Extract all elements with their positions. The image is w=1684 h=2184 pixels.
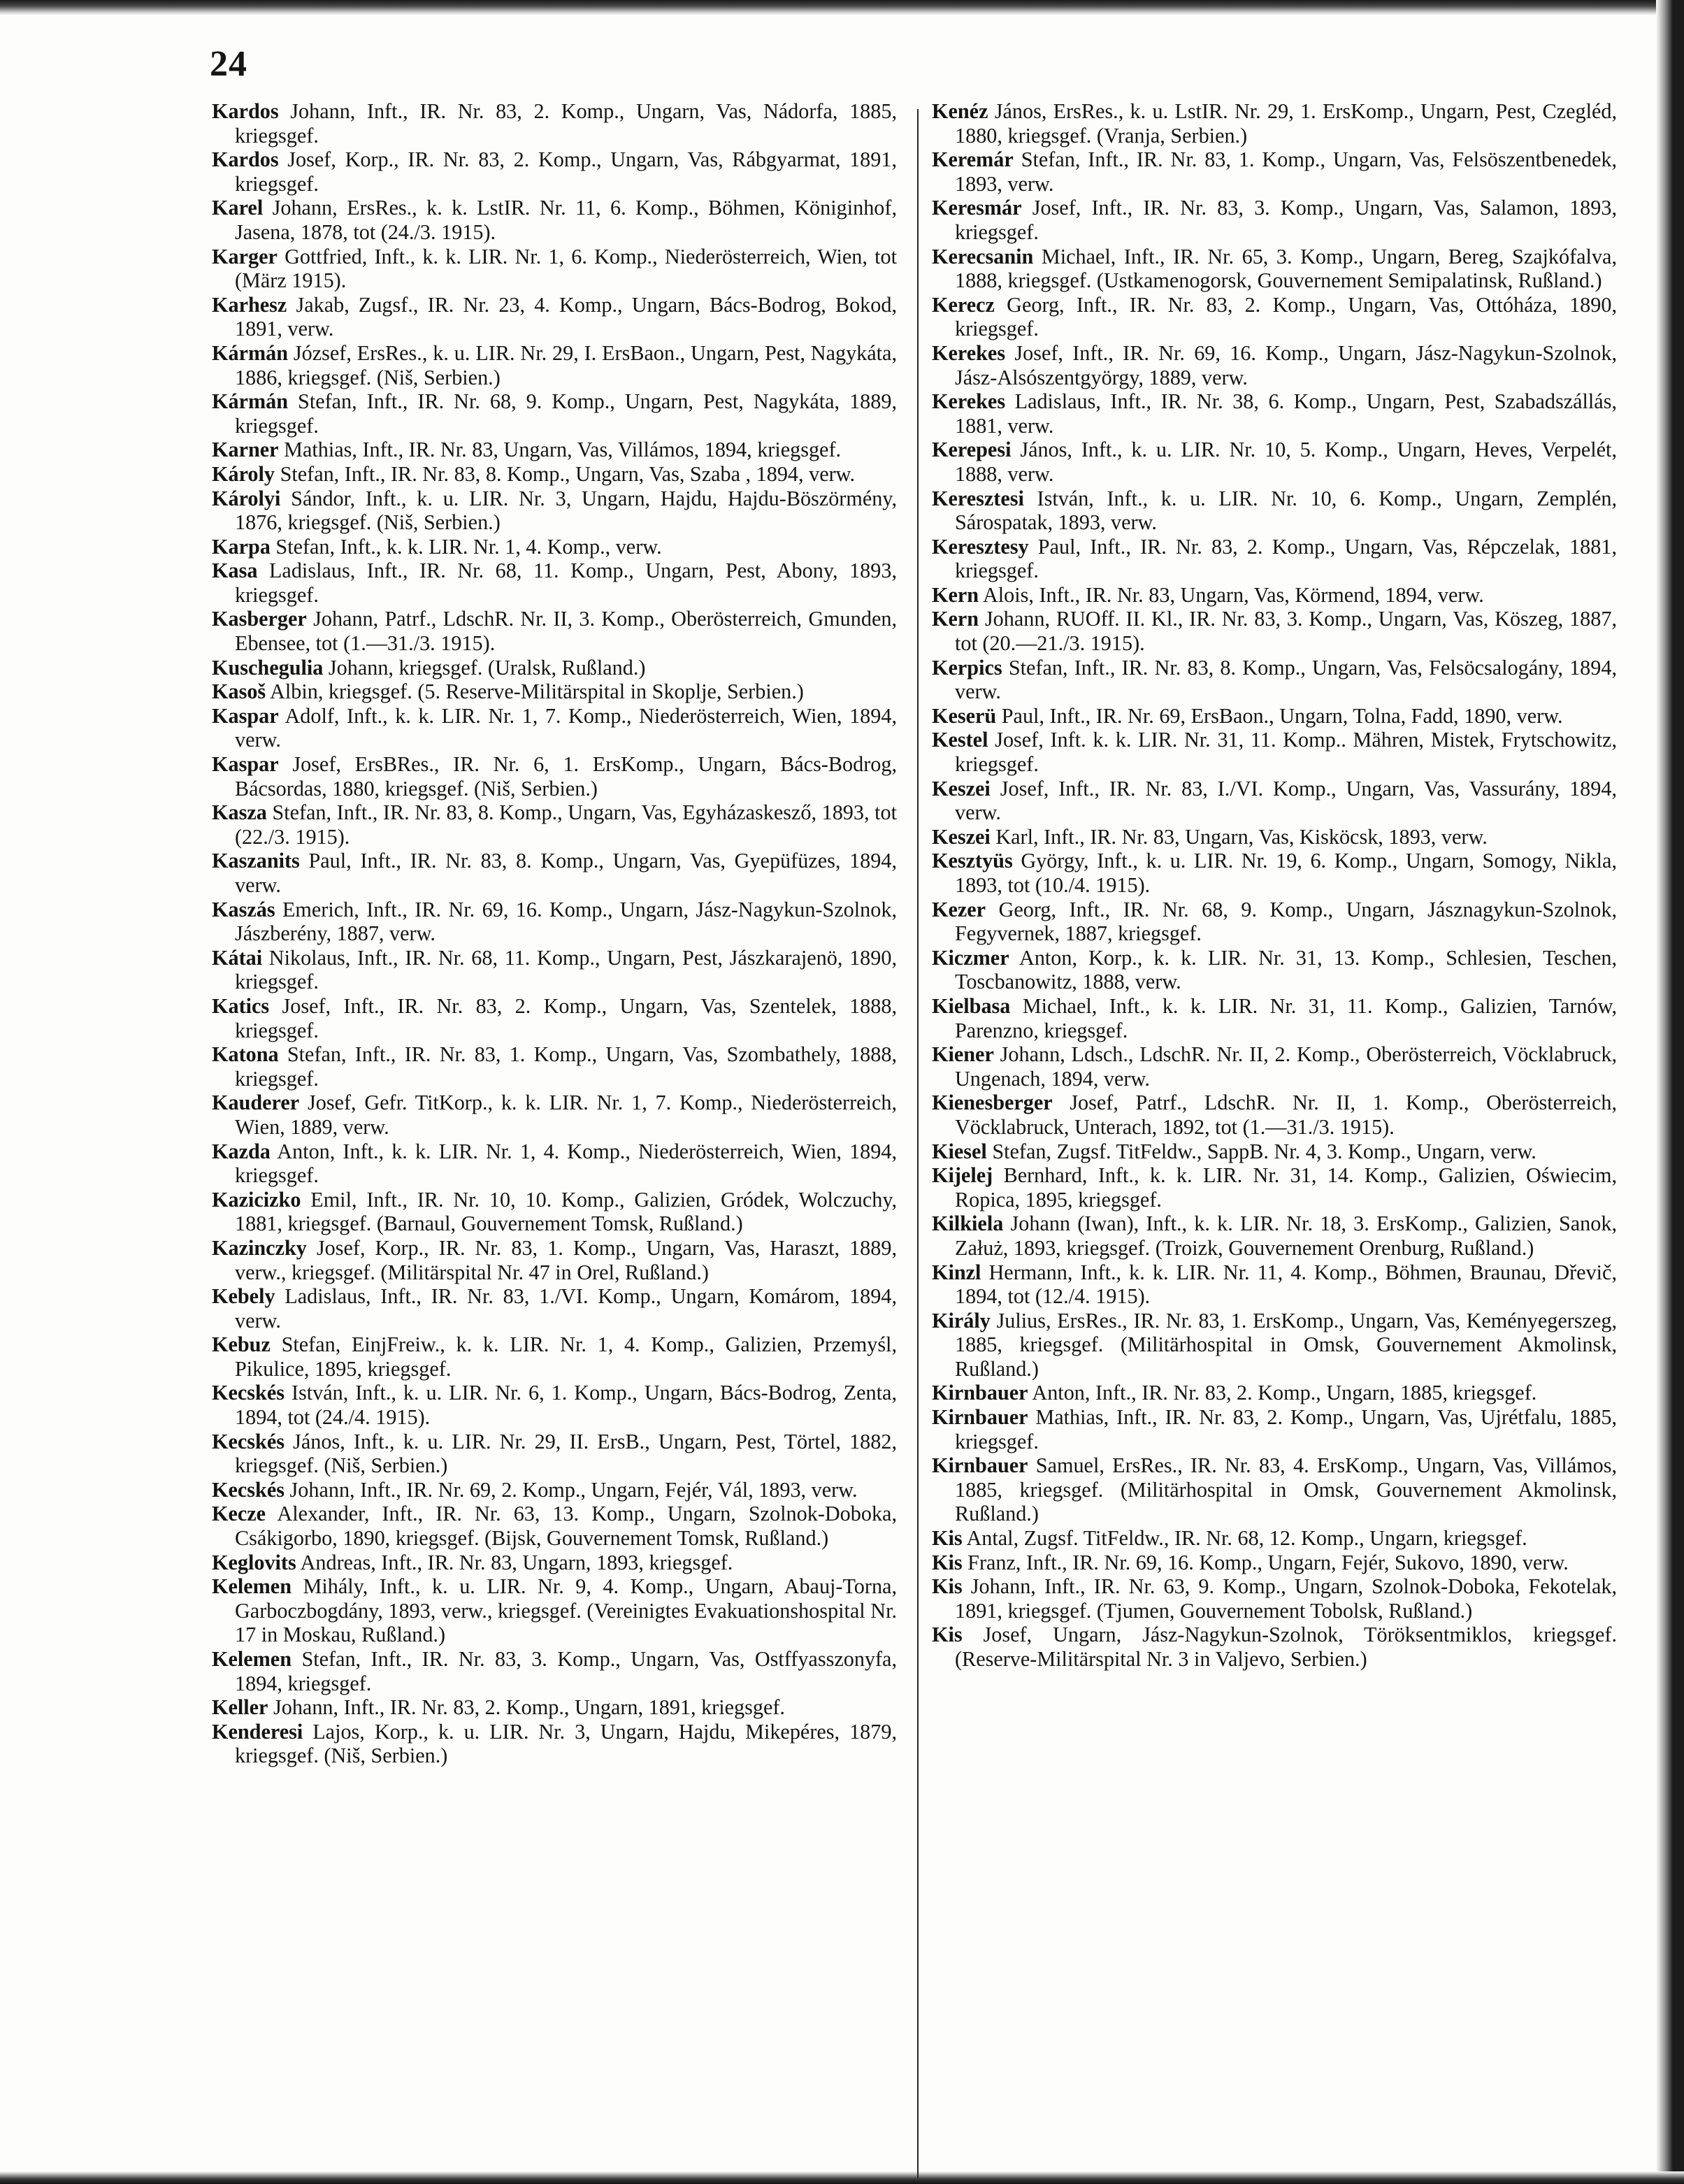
list-entry — [932, 849, 1617, 897]
entry-surname: Kauderer — [212, 1091, 300, 1115]
entry-details: Josef, Patrf., LdschR. Nr. II, 1. Komp., Oberösterreich, Vöcklabruck, Unterach, 1892, tot (1.—31./3. 1915). — [955, 1091, 1617, 1139]
entry-surname: Kiczmer — [932, 945, 1009, 970]
entry-details: Alexander, Inft., IR. Nr. 63, 13. Komp., Ungarn, Szolnok-Doboka, Csákigorbo, 1890, kriegsgef. (Bijsk, Gouvernement Tomsk, Rußland.) — [235, 1502, 897, 1551]
entry-details: Johann, Patrf., LdschR. Nr. II, 3. Komp., Oberösterreich, Gmunden, Ebensee, tot (1.—31./3. 1915). — [235, 607, 897, 656]
entry-surname: Keszei — [932, 776, 991, 800]
entry-details: József, ErsRes., k. u. LIR. Nr. 29, I. ErsBaon., Ungarn, Pest, Nagykáta, 1886, kriegsgef. (Niš, Serbien.) — [235, 340, 897, 389]
entry-surname: Király — [932, 1308, 991, 1332]
entry-details: Emerich, Inft., IR. Nr. 69, 16. Komp., Ungarn, Jász-Nagykun-Szolnok, Jászberény, 1887, verw. — [235, 897, 897, 946]
entry-details: György, Inft., k. u. LIR. Nr. 19, 6. Komp., Ungarn, Somogy, Nikla, 1893, tot (10./4. 1915). — [955, 849, 1617, 897]
entry-surname: Kijelej — [932, 1163, 993, 1188]
column-divider — [917, 109, 919, 2178]
list-entry — [212, 389, 897, 438]
list-entry — [212, 1502, 897, 1550]
list-entry — [932, 1381, 1617, 1405]
entry-surname: Karel — [212, 196, 264, 220]
entry-details: Stefan, Inft., IR. Nr. 68, 9. Komp., Ungarn, Pest, Nagykáta, 1889, kriegsgef. — [235, 389, 897, 438]
list-entry — [212, 1430, 897, 1478]
entry-surname: Kirnbauer — [932, 1381, 1028, 1405]
entry-details: Jakab, Zugsf., IR. Nr. 23, 4. Komp., Ungarn, Bács-Bodrog, Bokod, 1891, verw. — [235, 292, 897, 341]
list-entry — [212, 1478, 897, 1502]
list-entry — [932, 535, 1617, 583]
entry-surname: Keresztesi — [932, 486, 1024, 510]
entry-surname: Karhesz — [212, 292, 287, 317]
list-entry — [212, 1332, 897, 1381]
list-entry — [212, 293, 897, 341]
list-entry — [212, 99, 897, 148]
entry-details: Ladislaus, Inft., IR. Nr. 38, 6. Komp., Ungarn, Pest, Szabadszállás, 1881, verw. — [955, 389, 1617, 438]
list-entry — [212, 849, 897, 897]
entry-surname: Kirnbauer — [932, 1405, 1028, 1430]
list-entry — [212, 487, 897, 535]
list-entry — [212, 245, 897, 293]
entry-surname: Katona — [212, 1042, 279, 1067]
entry-details: Anton, Korp., k. k. LIR. Nr. 31, 13. Komp., Schlesien, Teschen, Toscbanowitz, 1888, verw. — [955, 945, 1617, 994]
entry-surname: Kazinczky — [212, 1235, 307, 1260]
entry-surname: Kiener — [932, 1042, 994, 1067]
entry-details: Georg, Inft., IR. Nr. 68, 9. Komp., Ungarn, Jásznagykun-Szolnok, Fegyvernek, 1887, kriegsgef. — [955, 897, 1617, 946]
entry-surname: Kebely — [212, 1284, 275, 1309]
entry-surname: Kardos — [212, 148, 279, 172]
list-entry — [212, 1551, 897, 1575]
entry-details: Karl, Inft., IR. Nr. 83, Ungarn, Vas, Kisköcsk, 1893, verw. — [990, 824, 1488, 849]
entry-surname: Katics — [212, 993, 270, 1018]
entry-details: Julius, ErsRes., IR. Nr. 83, 1. ErsKomp., Ungarn, Vas, Keményegerszeg, 1885, kriegsgef. (Militärhospital in Omsk, Gouvernement Akmolinsk, Rußland.) — [955, 1308, 1617, 1381]
entry-details: János, Inft., k. u. LIR. Nr. 10, 5. Komp., Ungarn, Heves, Verpelét, 1888, verw. — [955, 438, 1617, 486]
list-entry — [932, 1091, 1617, 1139]
entry-details: Nikolaus, Inft., IR. Nr. 68, 11. Komp., Ungarn, Pest, Jászkarajenö, 1890, kriegsgef. — [235, 945, 897, 994]
entry-surname: Kelemen — [212, 1647, 292, 1671]
list-entry — [212, 752, 897, 800]
list-entry — [212, 1236, 897, 1284]
list-entry — [932, 607, 1617, 655]
entry-surname: Kuschegulia — [212, 655, 324, 680]
list-entry — [932, 293, 1617, 341]
list-entry — [932, 341, 1617, 389]
list-entry — [212, 1381, 897, 1429]
entry-surname: Keglovits — [212, 1550, 296, 1574]
entry-surname: Károly — [212, 461, 275, 486]
entry-surname: Kis — [932, 1623, 963, 1647]
list-entry — [212, 656, 897, 680]
entry-surname: Kis — [932, 1526, 963, 1551]
list-entry — [932, 1574, 1617, 1623]
entry-surname: Kis — [932, 1574, 963, 1599]
list-entry — [932, 728, 1617, 776]
entry-surname: Kecze — [212, 1502, 266, 1526]
entry-details: Johann, ErsRes., k. k. LstIR. Nr. 11, 6. Komp., Böhmen, Königinhof, Jasena, 1878, tot (24./3. 1915). — [235, 196, 897, 244]
list-entry — [932, 994, 1617, 1042]
entry-surname: Kerecsanin — [932, 244, 1034, 268]
entry-details: Josef, Gefr. TitKorp., k. k. LIR. Nr. 1, 7. Komp., Niederösterreich, Wien, 1889, verw. — [235, 1091, 897, 1139]
entry-details: Stefan, Inft., IR. Nr. 83, 8. Komp., Ungarn, Vas, Szaba , 1894, verw. — [275, 461, 856, 486]
list-entry — [212, 1140, 897, 1188]
entry-details: Mathias, Inft., IR. Nr. 83, Ungarn, Vas, Villámos, 1894, kriegsgef. — [278, 438, 842, 462]
list-entry — [212, 462, 897, 487]
entry-details: Paul, Inft., IR. Nr. 69, ErsBaon., Ungarn, Tolna, Fadd, 1890, verw. — [996, 703, 1563, 728]
entry-details: Josef, Inft., IR. Nr. 83, I./VI. Komp., Ungarn, Vas, Vassurány, 1894, verw. — [955, 776, 1617, 825]
entry-surname: Karpa — [212, 534, 271, 559]
entry-details: Bernhard, Inft., k. k. LIR. Nr. 31, 14. Komp., Galizien, Oświecim, Ropica, 1895, kriegsgef. — [955, 1163, 1617, 1212]
list-entry — [932, 583, 1617, 608]
entry-surname: Kiesel — [932, 1139, 987, 1163]
entry-surname: Kasza — [212, 800, 267, 825]
list-entry — [212, 607, 897, 655]
entry-surname: Kelemen — [212, 1574, 292, 1599]
entry-surname: Kátai — [212, 945, 263, 970]
list-entry — [212, 1574, 897, 1647]
list-entry — [212, 341, 897, 389]
list-entry — [932, 196, 1617, 244]
entry-details: Antal, Zugsf. TitFeldw., IR. Nr. 68, 12. Komp., Ungarn, kriegsgef. — [962, 1526, 1527, 1551]
entry-surname: Kaspar — [212, 703, 279, 728]
entry-surname: Kármán — [212, 389, 289, 414]
list-entry — [932, 1405, 1617, 1453]
entry-details: Stefan, Inft., k. k. LIR. Nr. 1, 4. Komp., verw. — [270, 534, 662, 559]
list-entry — [212, 1091, 897, 1139]
entry-details: Mihály, Inft., k. u. LIR. Nr. 9, 4. Komp., Ungarn, Abauj-Torna, Garboczbogdány, 1893, verw., kriegsgef. (Vereinigtes Evakuationshospital Nr. 17 in Moskau, Rußland.) — [235, 1574, 897, 1647]
entry-details: Josef, Inft. k. k. LIR. Nr. 31, 11. Komp.. Mähren, Mistek, Frytschowitz, kriegsgef. — [955, 728, 1617, 777]
entry-details: Albin, kriegsgef. (5. Reserve-Militärspital in Skoplje, Serbien.) — [266, 680, 804, 704]
entry-details: István, Inft., k. u. LIR. Nr. 6, 1. Komp., Ungarn, Bács-Bodrog, Zenta, 1894, tot (24./4. 1915). — [235, 1381, 897, 1430]
entry-details: Josef, Inft., IR. Nr. 69, 16. Komp., Ungarn, Jász-Nagykun-Szolnok, Jász-Alsószentgyörgy, 1889, verw. — [955, 340, 1617, 389]
entry-surname: Kesztyüs — [932, 849, 1013, 873]
list-entry — [212, 946, 897, 994]
entry-surname: Kilkiela — [932, 1212, 1004, 1236]
entry-surname: Kirnbauer — [932, 1453, 1028, 1478]
entry-details: Sándor, Inft., k. u. LIR. Nr. 3, Ungarn, Hajdu, Hajdu-Böszörmény, 1876, kriegsgef. (Niš, Serbien.) — [235, 486, 897, 535]
entry-details: Anton, Inft., k. k. LIR. Nr. 1, 4. Komp., Niederösterreich, Wien, 1894, kriegsgef. — [235, 1139, 897, 1188]
entry-surname: Kazicizko — [212, 1187, 301, 1212]
entry-details: István, Inft., k. u. LIR. Nr. 10, 6. Komp., Ungarn, Zemplén, Sárospatak, 1893, verw. — [955, 486, 1617, 535]
list-entry — [932, 1212, 1617, 1260]
list-entry — [932, 245, 1617, 293]
scan-edge-top — [0, 0, 1684, 15]
entry-details: Hermann, Inft., k. k. LIR. Nr. 11, 4. Komp., Böhmen, Braunau, Dřevič, 1894, tot (12./4. 1915). — [955, 1260, 1617, 1309]
entry-details: Stefan, Zugsf. TitFeldw., SappB. Nr. 4, 3. Komp., Ungarn, verw. — [986, 1139, 1537, 1163]
list-entry — [932, 1623, 1617, 1671]
entry-surname: Kecskés — [212, 1429, 285, 1453]
entry-surname: Karner — [212, 438, 279, 462]
entry-details: Franz, Inft., IR. Nr. 69, 16. Komp., Ungarn, Fejér, Sukovo, 1890, verw. — [962, 1550, 1569, 1574]
entry-details: Stefan, Inft., IR. Nr. 83, 1. Komp., Ungarn, Vas, Felsöszentbenedek, 1893, verw. — [955, 148, 1617, 196]
list-entry — [932, 898, 1617, 946]
list-entry — [212, 535, 897, 559]
list-entry — [932, 1260, 1617, 1309]
entry-details: Michael, Inft., k. k. LIR. Nr. 31, 11. Komp., Galizien, Tarnów, Parenzno, kriegsgef. — [955, 993, 1617, 1042]
list-entry — [212, 1188, 897, 1236]
entry-details: Mathias, Inft., IR. Nr. 83, 2. Komp., Ungarn, Vas, Ujrétfalu, 1885, kriegsgef. — [955, 1405, 1617, 1453]
entry-details: Georg, Inft., IR. Nr. 83, 2. Komp., Ungarn, Vas, Ottóháza, 1890, kriegsgef. — [955, 292, 1617, 341]
list-entry — [932, 438, 1617, 486]
entry-surname: Keller — [212, 1695, 268, 1720]
entry-details: Josef, Inft., IR. Nr. 83, 2. Komp., Ungarn, Vas, Szentelek, 1888, kriegsgef. — [235, 993, 897, 1042]
entry-details: Johann, Inft., IR. Nr. 63, 9. Komp., Ungarn, Szolnok-Doboka, Fekotelak, 1891, kriegsgef. (Tjumen, Gouvernement Tobolsk, Rußland.) — [955, 1574, 1617, 1623]
entry-surname: Kaspar — [212, 752, 279, 777]
entry-details: Emil, Inft., IR. Nr. 10, 10. Komp., Galizien, Gródek, Wolczuchy, 1881, kriegsgef. (Barnaul, Gouvernement Tomsk, Rußland.) — [235, 1187, 897, 1236]
entry-details: Johann, Ldsch., LdschR. Nr. II, 2. Komp., Oberösterreich, Vöcklabruck, Ungenach, 1894, verw. — [955, 1042, 1617, 1091]
entry-details: Johann, Inft., IR. Nr. 69, 2. Komp., Ungarn, Fejér, Vál, 1893, verw. — [284, 1477, 858, 1502]
entry-details: János, Inft., k. u. LIR. Nr. 29, II. ErsB., Ungarn, Pest, Törtel, 1882, kriegsgef. (Niš, Serbien.) — [235, 1429, 897, 1478]
entry-details: Andreas, Inft., IR. Nr. 83, Ungarn, 1893, kriegsgef. — [296, 1550, 733, 1574]
entry-surname: Kenderesi — [212, 1719, 303, 1744]
entry-surname: Károlyi — [212, 486, 281, 510]
entry-surname: Keserü — [932, 703, 997, 728]
list-entry — [932, 1453, 1617, 1526]
entry-surname: Keresmár — [932, 196, 1022, 220]
entry-surname: Kerekes — [932, 389, 1006, 414]
entry-surname: Keremár — [932, 148, 1014, 172]
entry-surname: Kerecz — [932, 292, 995, 317]
list-entry — [212, 1647, 897, 1695]
entry-surname: Karger — [212, 244, 278, 268]
entry-surname: Keresztesy — [932, 534, 1029, 559]
entry-surname: Kern — [932, 582, 979, 607]
list-entry — [212, 704, 897, 752]
entry-surname: Kazda — [212, 1139, 271, 1163]
right-column — [932, 99, 1617, 1672]
entry-surname: Kecskés — [212, 1477, 285, 1502]
entry-details: Josef, Ungarn, Jász-Nagykun-Szolnok, Töröksentmiklos, kriegsgef. (Reserve-Militärspital Nr. 3 in Valjevo, Serbien.) — [955, 1623, 1617, 1671]
left-column — [212, 99, 897, 1768]
list-entry — [932, 656, 1617, 704]
entry-details: Josef, Korp., IR. Nr. 83, 2. Komp., Ungarn, Vas, Rábgyarmat, 1891, kriegsgef. — [235, 148, 897, 196]
entry-surname: Kardos — [212, 99, 279, 123]
list-entry — [932, 148, 1617, 196]
entry-surname: Kerepesi — [932, 438, 1012, 462]
entry-details: Anton, Inft., IR. Nr. 83, 2. Komp., Ungarn, 1885, kriegsgef. — [1028, 1381, 1537, 1405]
entry-surname: Kebuz — [212, 1332, 271, 1357]
list-entry — [932, 99, 1617, 148]
entry-details: Johann (Iwan), Inft., k. k. LIR. Nr. 18, 3. ErsKomp., Galizien, Sanok, Załuż, 1893, kriegsgef. (Troizk, Gouvernement Orenburg, Rußland.) — [955, 1212, 1617, 1260]
list-entry — [932, 487, 1617, 535]
entry-surname: Kerpics — [932, 655, 1002, 680]
list-entry — [212, 898, 897, 946]
entry-details: Adolf, Inft., k. k. LIR. Nr. 1, 7. Komp., Niederösterreich, Wien, 1894, verw. — [235, 703, 897, 752]
list-entry — [932, 704, 1617, 728]
list-entry — [212, 1284, 897, 1332]
list-entry — [932, 1163, 1617, 1212]
entry-details: Stefan, Inft., IR. Nr. 83, 3. Komp., Ungarn, Vas, Ostffyasszonyfa, 1894, kriegsgef. — [235, 1647, 897, 1695]
entry-surname: Kaszás — [212, 897, 275, 921]
list-entry — [932, 825, 1617, 849]
entry-surname: Kerekes — [932, 340, 1006, 365]
entry-details: Gottfried, Inft., k. k. LIR. Nr. 1, 6. Komp., Niederösterreich, Wien, tot (März 1915). — [235, 244, 897, 293]
entry-details: Lajos, Korp., k. u. LIR. Nr. 3, Ungarn, Hajdu, Mikepéres, 1879, kriegsgef. (Niš, Serbien.) — [235, 1719, 897, 1768]
list-entry — [212, 680, 897, 704]
entry-details: János, ErsRes., k. u. LstIR. Nr. 29, 1. ErsKomp., Ungarn, Pest, Czegléd, 1880, kriegsgef. (Vranja, Serbien.) — [955, 99, 1617, 148]
list-entry — [932, 946, 1617, 994]
entry-surname: Kestel — [932, 728, 988, 752]
entry-details: Stefan, Inft., IR. Nr. 83, 1. Komp., Ungarn, Vas, Szombathely, 1888, kriegsgef. — [235, 1042, 897, 1091]
list-entry — [932, 389, 1617, 438]
entry-details: Ladislaus, Inft., IR. Nr. 83, 1./VI. Komp., Ungarn, Komárom, 1894, verw. — [235, 1284, 897, 1332]
entry-details: Michael, Inft., IR. Nr. 65, 3. Komp., Ungarn, Bereg, Szajkófalva, 1888, kriegsgef. (Ustkamenogorsk, Gouvernement Semipalatinsk, Rußland.) — [955, 244, 1617, 293]
list-entry — [212, 800, 897, 849]
list-entry — [212, 1695, 897, 1720]
list-entry — [932, 777, 1617, 825]
list-entry — [212, 1720, 897, 1768]
list-entry — [212, 196, 897, 244]
entry-details: Stefan, Inft., IR. Nr. 83, 8. Komp., Ungarn, Vas, Felsöcsalogány, 1894, verw. — [955, 655, 1617, 704]
entry-surname: Kasoš — [212, 680, 266, 704]
list-entry — [932, 1042, 1617, 1091]
entry-surname: Kaszanits — [212, 849, 300, 873]
entry-details: Johann, Inft., IR. Nr. 83, 2. Komp., Ungarn, Vas, Nádorfa, 1885, kriegsgef. — [235, 99, 897, 148]
list-entry — [212, 994, 897, 1042]
entry-details: Alois, Inft., IR. Nr. 83, Ungarn, Vas, Körmend, 1894, verw. — [979, 582, 1484, 607]
entry-details: Stefan, Inft., IR. Nr. 83, 8. Komp., Ungarn, Vas, Egyházaskesző, 1893, tot (22./3. 1915). — [235, 800, 897, 849]
entry-surname: Kenéz — [932, 99, 988, 123]
scan-edge-bottom — [0, 2171, 1684, 2184]
entry-surname: Kis — [932, 1550, 963, 1574]
scan-edge-right — [1656, 0, 1684, 2184]
entry-surname: Kern — [932, 607, 979, 631]
entry-surname: Kármán — [212, 340, 289, 365]
list-entry — [932, 1140, 1617, 1164]
entry-details: Johann, Inft., IR. Nr. 83, 2. Komp., Ungarn, 1891, kriegsgef. — [268, 1695, 785, 1720]
entry-details: Josef, Korp., IR. Nr. 83, 1. Komp., Ungarn, Vas, Haraszt, 1889, verw., kriegsgef. (Militärspital Nr. 47 in Orel, Rußland.) — [235, 1235, 897, 1284]
entry-surname: Kecskés — [212, 1381, 285, 1405]
entry-details: Josef, Inft., IR. Nr. 83, 3. Komp., Ungarn, Vas, Salamon, 1893, kriegsgef. — [955, 196, 1617, 244]
entry-surname: Kasberger — [212, 607, 307, 631]
list-entry — [932, 1526, 1617, 1551]
list-entry — [932, 1309, 1617, 1381]
list-entry — [932, 1551, 1617, 1575]
entry-surname: Kinzl — [932, 1260, 981, 1284]
entry-details: Stefan, EinjFreiw., k. k. LIR. Nr. 1, 4. Komp., Galizien, Przemyśl, Pikulice, 1895, kriegsgef. — [235, 1332, 897, 1381]
entry-surname: Keszei — [932, 824, 991, 849]
entry-details: Johann, RUOff. II. Kl., IR. Nr. 83, 3. Komp., Ungarn, Vas, Köszeg, 1887, tot (20.—21./3. 1915). — [955, 607, 1617, 656]
entry-details: Paul, Inft., IR. Nr. 83, 2. Komp., Ungarn, Vas, Répczelak, 1881, kriegsgef. — [955, 534, 1617, 583]
list-entry — [212, 559, 897, 607]
entry-details: Johann, kriegsgef. (Uralsk, Rußland.) — [323, 655, 646, 680]
page-number: 24 — [210, 44, 247, 84]
entry-surname: Kienesberger — [932, 1091, 1053, 1115]
entry-details: Paul, Inft., IR. Nr. 83, 8. Komp., Ungarn, Vas, Gyepüfüzes, 1894, verw. — [235, 849, 897, 897]
entry-details: Samuel, ErsRes., IR. Nr. 83, 4. ErsKomp., Ungarn, Vas, Villámos, 1885, kriegsgef. (Militärhospital in Omsk, Gouvernement Akmolinsk, Rußland.) — [955, 1453, 1617, 1526]
list-entry — [212, 1042, 897, 1091]
list-entry — [212, 148, 897, 196]
entry-surname: Kasa — [212, 559, 258, 583]
entry-details: Josef, ErsBRes., IR. Nr. 6, 1. ErsKomp., Ungarn, Bács-Bodrog, Bácsordas, 1880, kriegsgef. (Niš, Serbien.) — [235, 752, 897, 800]
entry-surname: Kezer — [932, 897, 986, 921]
entry-surname: Kielbasa — [932, 993, 1011, 1018]
entry-details: Ladislaus, Inft., IR. Nr. 68, 11. Komp., Ungarn, Pest, Abony, 1893, kriegsgef. — [235, 559, 897, 607]
list-entry — [212, 438, 897, 462]
